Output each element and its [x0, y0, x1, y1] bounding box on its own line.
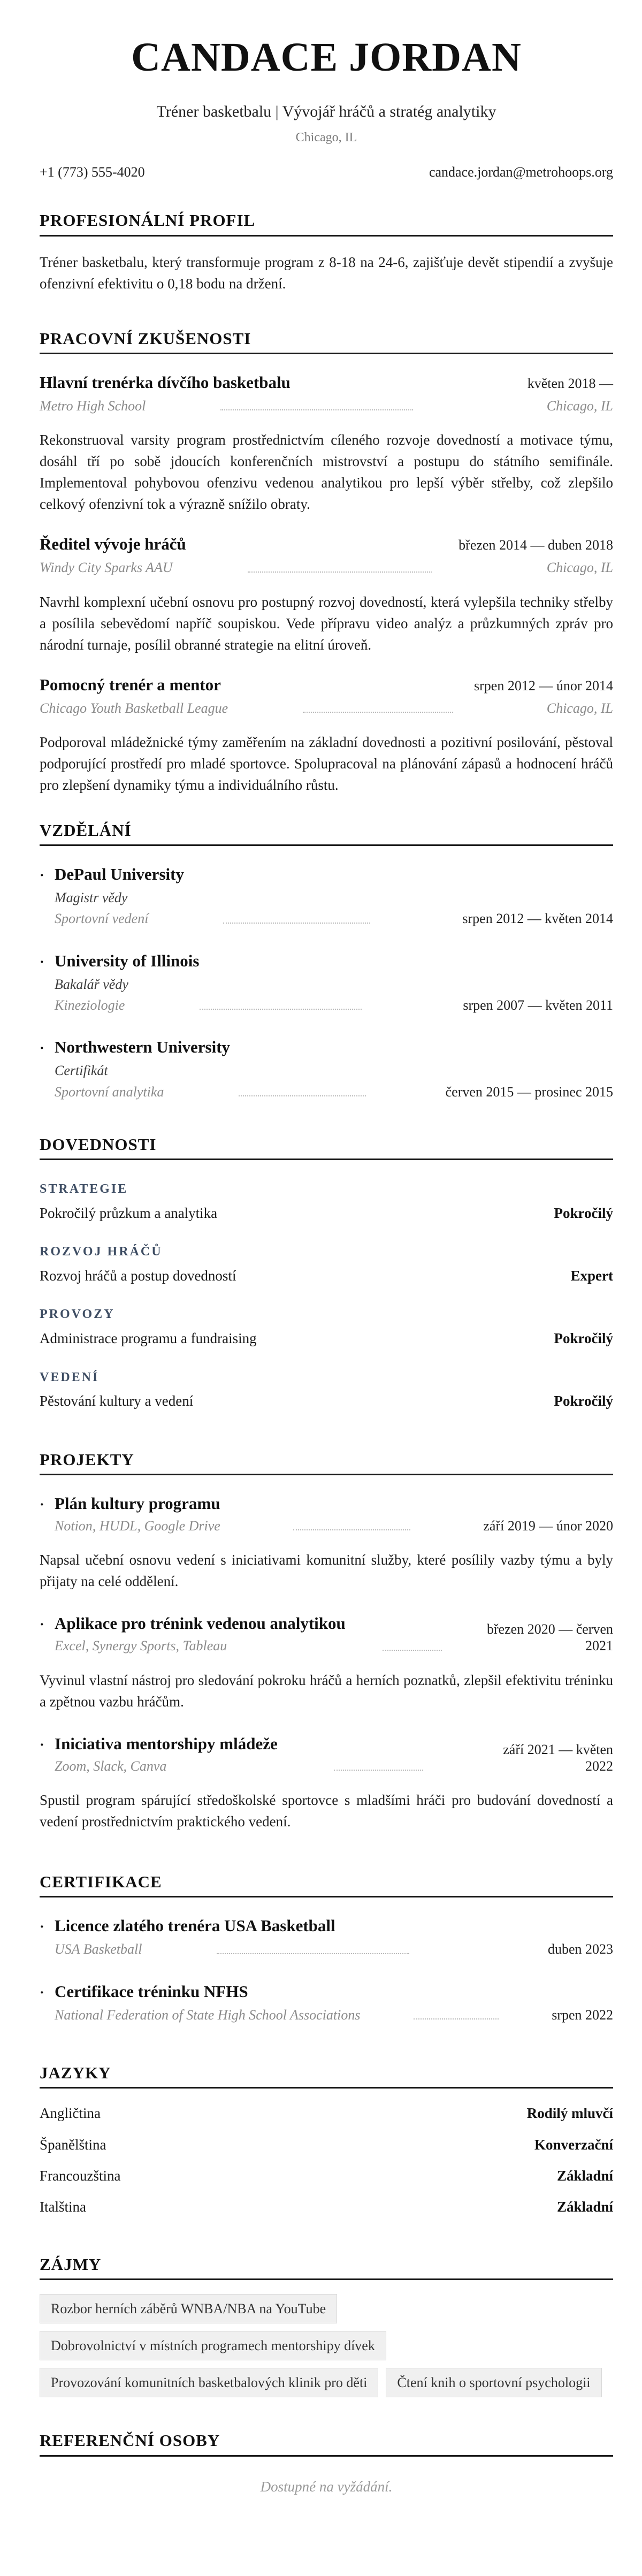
- language-row: [40, 2167, 613, 2184]
- education-degree: Magistr vědy: [55, 890, 128, 906]
- section-profile: [40, 210, 613, 294]
- job-location: Chicago, IL: [546, 700, 613, 716]
- job-company: Metro High School: [40, 398, 146, 414]
- job-title-row: [40, 675, 613, 695]
- certification-org: USA Basketball: [55, 1941, 142, 1957]
- certification-meta-row: [55, 1941, 613, 1957]
- job-title: Pomocný trenér a mentor: [40, 675, 221, 694]
- job-entry: [40, 372, 613, 515]
- project-tools: Zoom, Slack, Canva: [55, 1758, 167, 1774]
- bullet-dot: [40, 867, 55, 883]
- project-head: [40, 1493, 613, 1534]
- project-entry: [40, 1734, 613, 1832]
- education-field: Kineziologie: [55, 997, 125, 1013]
- job-title: Hlavní trenérka dívčího basketbalu: [40, 372, 291, 392]
- dotted-leader: [200, 1009, 362, 1010]
- section-heading-education: VZDĚLÁNÍ: [40, 820, 613, 846]
- education-dates: srpen 2012 — květen 2014: [462, 911, 613, 927]
- job-title-row: [40, 372, 613, 392]
- dotted-leader: [303, 712, 453, 713]
- section-heading-certifications: CERTIFIKACE: [40, 1872, 613, 1897]
- language-name: Italština: [40, 2199, 86, 2215]
- project-title-row: [40, 1493, 220, 1513]
- dotted-leader: [334, 1770, 424, 1771]
- section-heading-projects: PROJEKTY: [40, 1450, 613, 1475]
- email-address: candace.jordan@metrohoops.org: [429, 164, 613, 180]
- skill-name: Pěstování kultury a vedení: [40, 1393, 194, 1409]
- section-heading-skills: DOVEDNOSTI: [40, 1134, 613, 1160]
- certification-title-row: [40, 1916, 613, 1935]
- dotted-leader: [217, 1953, 409, 1954]
- skill-level: Expert: [570, 1267, 613, 1284]
- project-tools: Excel, Synergy Sports, Tableau: [55, 1638, 227, 1654]
- section-references: [40, 2430, 613, 2495]
- project-dates: září 2021 — květen 2022: [503, 1741, 614, 1774]
- certification-title: Certifikace tréninku NFHS: [55, 1981, 248, 2001]
- interest-chip: Dobrovolnictví v místních programech mentorshipy dívek: [40, 2331, 386, 2360]
- references-note: Dostupné na vyžádání.: [260, 2478, 393, 2495]
- language-row: [40, 2198, 613, 2215]
- skill-category: STRATEGIE: [40, 1182, 128, 1196]
- language-level: Konverzační: [534, 2136, 613, 2153]
- education-dates: červen 2015 — prosinec 2015: [445, 1084, 613, 1100]
- language-row: [40, 2105, 613, 2122]
- section-heading-languages: JAZYKY: [40, 2063, 613, 2089]
- certification-date: srpen 2022: [552, 2007, 614, 2023]
- project-title: Aplikace pro trénink vedenou analytikou: [55, 1614, 346, 1633]
- skill-level: Pokročilý: [554, 1330, 613, 1347]
- job-dates: srpen 2012 — únor 2014: [474, 677, 613, 693]
- language-level: Základní: [556, 2167, 613, 2184]
- skill-name: Pokročilý průzkum a analytika: [40, 1205, 218, 1221]
- job-location: Chicago, IL: [546, 398, 613, 414]
- project-tools: Notion, HUDL, Google Drive: [55, 1518, 220, 1534]
- professional-subtitle: Tréner basketbalu | Vývojář hráčů a stratég analytiky: [156, 103, 496, 121]
- profile-summary: Tréner basketbalu, který transformuje program z 8-18 na 24-6, zajišťuje devět stipendií a zvyšuje ofenzivní efektivitu o 0,18 bodu na držení.: [40, 254, 613, 292]
- bullet-dot: [40, 954, 55, 970]
- skill-row: [40, 1267, 613, 1284]
- project-dates: září 2019 — únor 2020: [483, 1518, 614, 1534]
- education-field-row: [55, 910, 613, 927]
- section-heading-interests: ZÁJMY: [40, 2254, 613, 2280]
- resume-page: [0, 34, 642, 2495]
- education-entry: [40, 864, 613, 927]
- section-heading-references: REFERENČNÍ OSOBY: [40, 2430, 613, 2456]
- certification-entry: [40, 1981, 613, 2023]
- job-description: Podporoval mládežnické týmy zaměřením na základní dovednosti a pozitivní posilování, pěstoval podporující prostředí pro mladé sportovce. Spolupracoval na plánování zápasů a hodnocení hráčů pro zlepšení dynamiky týmu a individuálního růstu.: [40, 734, 613, 793]
- bullet-dot: [40, 1497, 55, 1513]
- project-description: Spustil program spárující středoškolské sportovce s mladšími hráči pro budování dovedností a vedení prostřednictvím praktického vedení.: [40, 1792, 613, 1830]
- education-dates: srpen 2007 — květen 2011: [463, 997, 613, 1013]
- job-description: Rekonstruoval varsity program prostřednictvím cíleného rozvoje dovedností a motivace týmu, dosáhl tří po sobě jdoucích konferenčních mistrovství a postupu do státního semifinále. Implementoval pohybovou ofenzivu vedenou analytikou pro lepší výběr střelby, což zlepšilo celkový ofenzivní tok a výrazně snížilo obraty.: [40, 432, 613, 513]
- job-meta-row: [40, 398, 613, 414]
- bullet-dot: [40, 1919, 55, 1935]
- skill-level: Pokročilý: [554, 1205, 613, 1221]
- skill-name: Rozvoj hráčů a postup dovedností: [40, 1267, 236, 1284]
- section-heading-experience: PRACOVNÍ ZKUŠENOSTI: [40, 329, 613, 354]
- skill-category: ROZVOJ HRÁČŮ: [40, 1245, 163, 1259]
- job-title: Ředitel vývoje hráčů: [40, 535, 186, 554]
- education-institution: DePaul University: [55, 865, 184, 884]
- project-entry: [40, 1493, 613, 1592]
- project-title: Iniciativa mentorshipy mládeže: [55, 1734, 278, 1753]
- job-company: Chicago Youth Basketball League: [40, 700, 228, 716]
- education-title-row: [40, 951, 613, 971]
- skill-group: [40, 1182, 613, 1222]
- education-degree: Bakalář vědy: [55, 976, 128, 992]
- section-projects: [40, 1450, 613, 1832]
- project-left: [40, 1613, 346, 1654]
- job-entry: [40, 675, 613, 796]
- job-location: Chicago, IL: [546, 560, 613, 576]
- project-dates: březen 2020 — červen 2021: [486, 1621, 613, 1654]
- education-title-row: [40, 864, 613, 884]
- job-description: Navrhl komplexní učební osnovu pro postupný rozvoj dovedností, která vylepšila techniky střelby a posílila sebevědomí napříč soupiskou. Vede přípravu video analýz a průzkumných zpráv pro národní turnaje, posílil obranné strategie na elitní úroveň.: [40, 593, 613, 653]
- job-dates: květen 2018 —: [527, 375, 613, 391]
- project-description: Vyvinul vlastní nástroj pro sledování pokroku hráčů a herních poznatků, zlepšil efektivitu tréninku a zpětnou vazbu hráčům.: [40, 1672, 613, 1710]
- language-name: Angličtina: [40, 2105, 101, 2122]
- project-entry: [40, 1613, 613, 1712]
- project-title-row: [40, 1613, 346, 1633]
- job-entry: [40, 534, 613, 655]
- section-heading-profile: PROFESIONÁLNÍ PROFIL: [40, 210, 613, 236]
- certification-entry: [40, 1916, 613, 1957]
- education-field-row: [55, 997, 613, 1013]
- job-meta-row: [40, 559, 613, 576]
- project-left: [40, 1493, 220, 1534]
- dotted-leader: [220, 409, 413, 410]
- skill-category: PROVOZY: [40, 1307, 115, 1322]
- interest-chip: Čtení knih o sportovní psychologii: [386, 2368, 601, 2397]
- job-dates: březen 2014 — duben 2018: [458, 537, 613, 553]
- person-name: CANDACE JORDAN: [131, 35, 522, 80]
- contact-row: [40, 164, 613, 180]
- job-company: Windy City Sparks AAU: [40, 560, 173, 576]
- location-text: Chicago, IL: [295, 131, 357, 145]
- bullet-dot: [40, 1040, 55, 1056]
- language-row: [40, 2136, 613, 2153]
- section-languages: [40, 2063, 613, 2216]
- certification-org: National Federation of State High School Associations: [55, 2007, 361, 2023]
- project-description: Napsal učební osnovu vedení s iniciativami komunitní služby, které posílily vazby týmu a byly přijaty na celé oddělení.: [40, 1552, 613, 1590]
- education-field-row: [55, 1084, 613, 1100]
- education-institution: University of Illinois: [55, 951, 200, 970]
- bullet-dot: [40, 1617, 55, 1633]
- phone-number: +1 (773) 555-4020: [40, 164, 145, 180]
- project-left: [40, 1734, 278, 1774]
- dotted-leader: [383, 1650, 442, 1651]
- skill-row: [40, 1392, 613, 1409]
- language-level: Základní: [556, 2199, 613, 2215]
- dotted-leader: [414, 2018, 499, 2019]
- bullet-dot: [40, 1985, 55, 2001]
- certification-title-row: [40, 1981, 613, 2001]
- language-level: Rodilý mluvčí: [526, 2105, 613, 2122]
- skill-row: [40, 1330, 613, 1347]
- dotted-leader: [248, 571, 432, 573]
- skill-level: Pokročilý: [554, 1393, 613, 1409]
- section-certifications: [40, 1872, 613, 2023]
- project-title: Plán kultury programu: [55, 1493, 220, 1513]
- dotted-leader: [223, 923, 370, 924]
- skill-group: [40, 1307, 613, 1347]
- education-institution: Northwestern University: [55, 1038, 231, 1057]
- section-skills: [40, 1134, 613, 1410]
- certification-title: Licence zlatého trenéra USA Basketball: [55, 1916, 335, 1935]
- project-head: [40, 1734, 613, 1774]
- interest-chip: Rozbor herních záběrů WNBA/NBA na YouTube: [40, 2294, 337, 2323]
- skill-name: Administrace programu a fundraising: [40, 1330, 257, 1347]
- skill-group: [40, 1244, 613, 1284]
- education-title-row: [40, 1037, 613, 1057]
- job-title-row: [40, 534, 613, 554]
- interest-chips: [40, 2294, 613, 2398]
- skill-category: VEDENÍ: [40, 1370, 100, 1384]
- interest-chip: Provozování komunitních basketbalových klinik pro děti: [40, 2368, 378, 2397]
- certification-date: duben 2023: [547, 1941, 613, 1957]
- education-degree: Certifikát: [55, 1063, 108, 1079]
- project-title-row: [40, 1734, 278, 1754]
- language-name: Španělština: [40, 2136, 106, 2153]
- job-meta-row: [40, 700, 613, 717]
- education-entry: [40, 951, 613, 1014]
- bullet-dot: [40, 1737, 55, 1753]
- section-education: [40, 820, 613, 1100]
- dotted-leader: [293, 1529, 410, 1530]
- education-field: Sportovní analytika: [55, 1084, 164, 1100]
- project-head: [40, 1613, 613, 1654]
- certification-meta-row: [55, 2007, 613, 2023]
- dotted-leader: [239, 1095, 366, 1096]
- section-interests: [40, 2254, 613, 2398]
- skill-group: [40, 1370, 613, 1410]
- education-field: Sportovní vedení: [55, 911, 149, 927]
- section-experience: [40, 329, 613, 796]
- skill-row: [40, 1205, 613, 1222]
- education-entry: [40, 1037, 613, 1100]
- language-name: Francouzština: [40, 2167, 121, 2184]
